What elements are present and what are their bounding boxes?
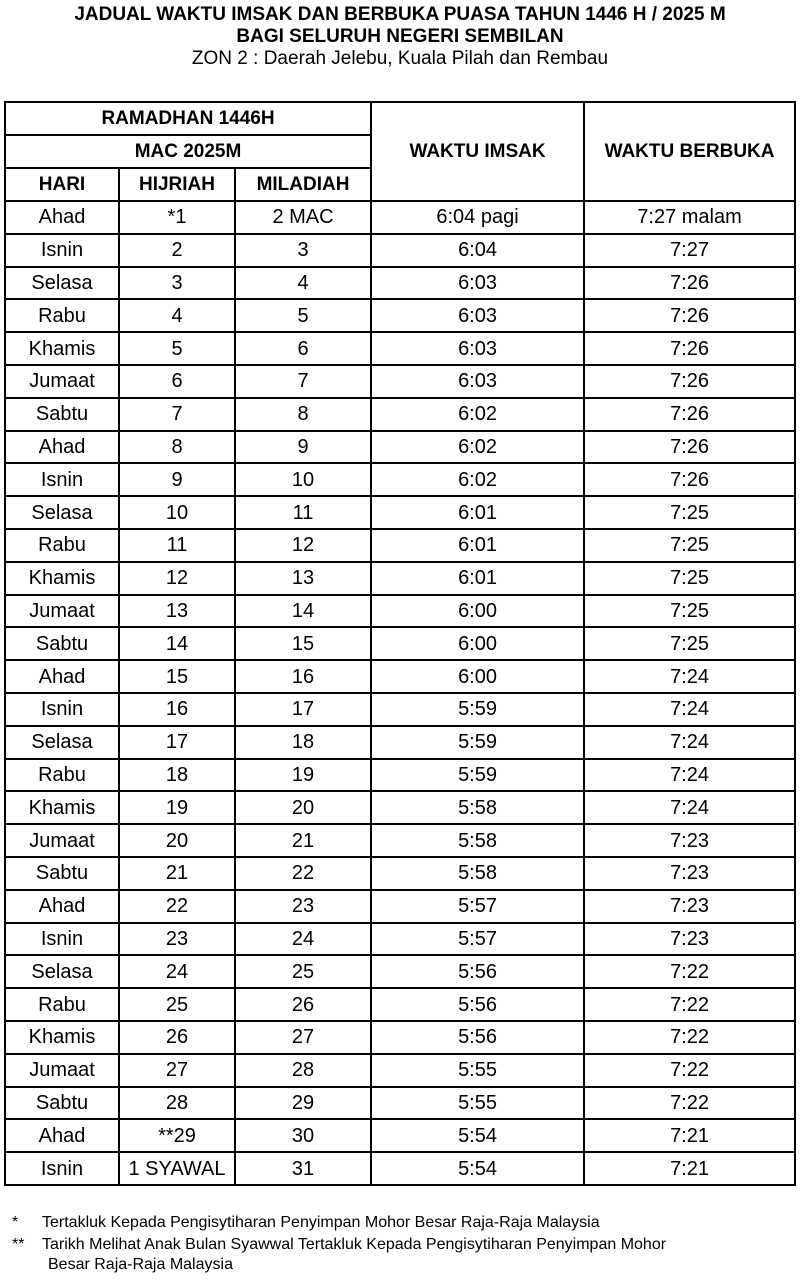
hijriah-cell: 6 bbox=[119, 365, 235, 398]
berbuka-cell: 7:21 bbox=[584, 1152, 795, 1185]
imsak-cell: 5:56 bbox=[371, 955, 584, 988]
berbuka-cell: 7:23 bbox=[584, 857, 795, 890]
hari-cell: Rabu bbox=[5, 299, 119, 332]
berbuka-cell: 7:26 bbox=[584, 463, 795, 496]
hijriah-cell: 8 bbox=[119, 431, 235, 464]
imsak-cell: 6:03 bbox=[371, 332, 584, 365]
table-row bbox=[5, 562, 795, 595]
hijriah-cell: 5 bbox=[119, 332, 235, 365]
hijriah-cell: 25 bbox=[119, 988, 235, 1021]
miladiah-header: MILADIAH bbox=[235, 168, 371, 201]
berbuka-cell: 7:26 bbox=[584, 267, 795, 300]
table-row bbox=[5, 824, 795, 857]
table-row bbox=[5, 365, 795, 398]
imsak-cell: 6:00 bbox=[371, 660, 584, 693]
hijriah-cell: 11 bbox=[119, 529, 235, 562]
miladiah-cell: 19 bbox=[235, 759, 371, 792]
hari-cell: Ahad bbox=[5, 1119, 119, 1152]
hijriah-cell: 3 bbox=[119, 267, 235, 300]
hari-cell: Selasa bbox=[5, 496, 119, 529]
imsak-cell: 6:01 bbox=[371, 529, 584, 562]
berbuka-cell: 7:22 bbox=[584, 1021, 795, 1054]
hijriah-cell: 22 bbox=[119, 890, 235, 923]
imsak-cell: 6:04 pagi bbox=[371, 201, 584, 234]
imsak-cell: 6:04 bbox=[371, 234, 584, 267]
hari-cell: Isnin bbox=[5, 234, 119, 267]
table-row bbox=[5, 299, 795, 332]
footnote-mark: * bbox=[12, 1214, 19, 1231]
hari-cell: Isnin bbox=[5, 1152, 119, 1185]
miladiah-cell: 11 bbox=[235, 496, 371, 529]
miladiah-cell: 13 bbox=[235, 562, 371, 595]
hari-cell: Khamis bbox=[5, 562, 119, 595]
table-row bbox=[5, 923, 795, 956]
hari-cell: Sabtu bbox=[5, 1087, 119, 1120]
hijriah-cell: 26 bbox=[119, 1021, 235, 1054]
month-header: MAC 2025M bbox=[5, 135, 371, 168]
hijriah-cell: **29 bbox=[119, 1119, 235, 1152]
hari-cell: Ahad bbox=[5, 660, 119, 693]
footnotes bbox=[12, 1213, 792, 1275]
hari-header: HARI bbox=[5, 168, 119, 201]
berbuka-cell: 7:25 bbox=[584, 627, 795, 660]
hari-cell: Sabtu bbox=[5, 857, 119, 890]
hijriah-cell: 15 bbox=[119, 660, 235, 693]
table-row bbox=[5, 857, 795, 890]
imsak-cell: 6:03 bbox=[371, 299, 584, 332]
berbuka-cell: 7:24 bbox=[584, 726, 795, 759]
berbuka-cell: 7:26 bbox=[584, 398, 795, 431]
miladiah-cell: 6 bbox=[235, 332, 371, 365]
hijriah-cell: 4 bbox=[119, 299, 235, 332]
table-row bbox=[5, 955, 795, 988]
hari-cell: Ahad bbox=[5, 201, 119, 234]
hari-cell: Sabtu bbox=[5, 627, 119, 660]
hijriah-cell: *1 bbox=[119, 201, 235, 234]
hijriah-cell: 2 bbox=[119, 234, 235, 267]
imsak-cell: 5:55 bbox=[371, 1054, 584, 1087]
table-row bbox=[5, 595, 795, 628]
footnote-text: Tarikh Melihat Anak Bulan Syawwal Tertakluk Kepada Pengisytiharan Penyimpan Mohor bbox=[42, 1236, 667, 1253]
imsak-cell: 6:03 bbox=[371, 365, 584, 398]
hari-cell: Jumaat bbox=[5, 365, 119, 398]
berbuka-cell: 7:24 bbox=[584, 693, 795, 726]
document-header bbox=[0, 4, 800, 70]
imsak-cell: 6:03 bbox=[371, 267, 584, 300]
hijriah-cell: 1 SYAWAL bbox=[119, 1152, 235, 1185]
table-row bbox=[5, 759, 795, 792]
miladiah-cell: 22 bbox=[235, 857, 371, 890]
berbuka-cell: 7:22 bbox=[584, 955, 795, 988]
hari-cell: Sabtu bbox=[5, 398, 119, 431]
hijriah-cell: 18 bbox=[119, 759, 235, 792]
imsak-cell: 5:58 bbox=[371, 824, 584, 857]
imsak-cell: 6:01 bbox=[371, 496, 584, 529]
miladiah-cell: 16 bbox=[235, 660, 371, 693]
berbuka-cell: 7:27 bbox=[584, 234, 795, 267]
hijriah-cell: 10 bbox=[119, 496, 235, 529]
berbuka-cell: 7:24 bbox=[584, 660, 795, 693]
hijriah-header: HIJRIAH bbox=[119, 168, 235, 201]
table-row bbox=[5, 529, 795, 562]
hari-cell: Selasa bbox=[5, 726, 119, 759]
ramadhan-header: RAMADHAN 1446H bbox=[5, 102, 371, 135]
berbuka-cell: 7:26 bbox=[584, 431, 795, 464]
imsak-cell: 5:59 bbox=[371, 693, 584, 726]
imsak-cell: 5:54 bbox=[371, 1119, 584, 1152]
schedule-table bbox=[4, 101, 796, 1186]
imsak-cell: 6:01 bbox=[371, 562, 584, 595]
table-row bbox=[5, 1152, 795, 1185]
miladiah-cell: 23 bbox=[235, 890, 371, 923]
berbuka-cell: 7:22 bbox=[584, 1087, 795, 1120]
hijriah-cell: 7 bbox=[119, 398, 235, 431]
miladiah-cell: 3 bbox=[235, 234, 371, 267]
table-row bbox=[5, 496, 795, 529]
berbuka-header: WAKTU BERBUKA bbox=[584, 102, 795, 201]
berbuka-cell: 7:23 bbox=[584, 923, 795, 956]
berbuka-cell: 7:23 bbox=[584, 824, 795, 857]
hari-cell: Khamis bbox=[5, 791, 119, 824]
miladiah-cell: 30 bbox=[235, 1119, 371, 1152]
miladiah-cell: 15 bbox=[235, 627, 371, 660]
table-row bbox=[5, 201, 795, 234]
imsak-cell: 5:54 bbox=[371, 1152, 584, 1185]
berbuka-cell: 7:26 bbox=[584, 299, 795, 332]
miladiah-cell: 21 bbox=[235, 824, 371, 857]
miladiah-cell: 10 bbox=[235, 463, 371, 496]
hijriah-cell: 9 bbox=[119, 463, 235, 496]
berbuka-cell: 7:21 bbox=[584, 1119, 795, 1152]
miladiah-cell: 9 bbox=[235, 431, 371, 464]
imsak-cell: 5:55 bbox=[371, 1087, 584, 1120]
hari-cell: Jumaat bbox=[5, 824, 119, 857]
hari-cell: Isnin bbox=[5, 923, 119, 956]
table-row bbox=[5, 791, 795, 824]
berbuka-cell: 7:25 bbox=[584, 496, 795, 529]
berbuka-cell: 7:22 bbox=[584, 1054, 795, 1087]
table-row bbox=[5, 660, 795, 693]
imsak-cell: 6:00 bbox=[371, 595, 584, 628]
miladiah-cell: 14 bbox=[235, 595, 371, 628]
imsak-cell: 6:02 bbox=[371, 431, 584, 464]
miladiah-cell: 24 bbox=[235, 923, 371, 956]
hijriah-cell: 24 bbox=[119, 955, 235, 988]
table-row bbox=[5, 234, 795, 267]
miladiah-cell: 7 bbox=[235, 365, 371, 398]
hari-cell: Jumaat bbox=[5, 1054, 119, 1087]
hari-cell: Khamis bbox=[5, 1021, 119, 1054]
table-row bbox=[5, 463, 795, 496]
hijriah-cell: 27 bbox=[119, 1054, 235, 1087]
footnote-2 bbox=[12, 1235, 792, 1255]
imsak-cell: 5:59 bbox=[371, 759, 584, 792]
berbuka-cell: 7:26 bbox=[584, 332, 795, 365]
table-row bbox=[5, 1021, 795, 1054]
hari-cell: Isnin bbox=[5, 693, 119, 726]
footnote-continuation: Besar Raja-Raja Malaysia bbox=[48, 1256, 233, 1273]
hijriah-cell: 21 bbox=[119, 857, 235, 890]
miladiah-cell: 17 bbox=[235, 693, 371, 726]
table-row bbox=[5, 890, 795, 923]
imsak-cell: 5:59 bbox=[371, 726, 584, 759]
hijriah-cell: 20 bbox=[119, 824, 235, 857]
miladiah-cell: 26 bbox=[235, 988, 371, 1021]
hijriah-cell: 14 bbox=[119, 627, 235, 660]
miladiah-cell: 28 bbox=[235, 1054, 371, 1087]
imsak-cell: 5:56 bbox=[371, 988, 584, 1021]
imsak-cell: 6:00 bbox=[371, 627, 584, 660]
table-row bbox=[5, 1119, 795, 1152]
miladiah-cell: 2 MAC bbox=[235, 201, 371, 234]
hijriah-cell: 19 bbox=[119, 791, 235, 824]
miladiah-cell: 27 bbox=[235, 1021, 371, 1054]
imsak-cell: 5:57 bbox=[371, 923, 584, 956]
table-row bbox=[5, 988, 795, 1021]
hari-cell: Isnin bbox=[5, 463, 119, 496]
imsak-cell: 6:02 bbox=[371, 463, 584, 496]
hari-cell: Selasa bbox=[5, 955, 119, 988]
table-row bbox=[5, 398, 795, 431]
hijriah-cell: 12 bbox=[119, 562, 235, 595]
hari-cell: Khamis bbox=[5, 332, 119, 365]
berbuka-cell: 7:23 bbox=[584, 890, 795, 923]
hari-cell: Rabu bbox=[5, 529, 119, 562]
imsak-cell: 5:58 bbox=[371, 857, 584, 890]
table-row bbox=[5, 1054, 795, 1087]
table-row bbox=[5, 1087, 795, 1120]
berbuka-cell: 7:26 bbox=[584, 365, 795, 398]
hari-cell: Jumaat bbox=[5, 595, 119, 628]
footnote-text: Tertakluk Kepada Pengisytiharan Penyimpan Mohor Besar Raja-Raja Malaysia bbox=[42, 1214, 600, 1231]
hijriah-cell: 13 bbox=[119, 595, 235, 628]
hari-cell: Ahad bbox=[5, 431, 119, 464]
imsak-cell: 6:02 bbox=[371, 398, 584, 431]
hari-cell: Rabu bbox=[5, 759, 119, 792]
miladiah-cell: 5 bbox=[235, 299, 371, 332]
footnote-1 bbox=[12, 1213, 792, 1233]
miladiah-cell: 20 bbox=[235, 791, 371, 824]
miladiah-cell: 12 bbox=[235, 529, 371, 562]
table-row bbox=[5, 431, 795, 464]
berbuka-cell: 7:22 bbox=[584, 988, 795, 1021]
miladiah-cell: 8 bbox=[235, 398, 371, 431]
footnote-mark: ** bbox=[12, 1236, 25, 1253]
berbuka-cell: 7:24 bbox=[584, 759, 795, 792]
hijriah-cell: 28 bbox=[119, 1087, 235, 1120]
hari-cell: Ahad bbox=[5, 890, 119, 923]
page-subtitle: BAGI SELURUH NEGERI SEMBILAN bbox=[236, 26, 564, 47]
table-row bbox=[5, 332, 795, 365]
hijriah-cell: 17 bbox=[119, 726, 235, 759]
hijriah-cell: 23 bbox=[119, 923, 235, 956]
miladiah-cell: 18 bbox=[235, 726, 371, 759]
hari-cell: Selasa bbox=[5, 267, 119, 300]
imsak-header: WAKTU IMSAK bbox=[371, 102, 584, 201]
miladiah-cell: 25 bbox=[235, 955, 371, 988]
berbuka-cell: 7:25 bbox=[584, 529, 795, 562]
table-row bbox=[5, 693, 795, 726]
berbuka-cell: 7:25 bbox=[584, 595, 795, 628]
berbuka-cell: 7:25 bbox=[584, 562, 795, 595]
table-row bbox=[5, 627, 795, 660]
berbuka-cell: 7:24 bbox=[584, 791, 795, 824]
table-row bbox=[5, 267, 795, 300]
imsak-cell: 5:58 bbox=[371, 791, 584, 824]
hari-cell: Rabu bbox=[5, 988, 119, 1021]
zone-label: ZON 2 : Daerah Jelebu, Kuala Pilah dan Rembau bbox=[191, 48, 609, 69]
miladiah-cell: 31 bbox=[235, 1152, 371, 1185]
miladiah-cell: 29 bbox=[235, 1087, 371, 1120]
page-title: JADUAL WAKTU IMSAK DAN BERBUKA PUASA TAHUN 1446 H / 2025 M bbox=[74, 4, 726, 25]
imsak-cell: 5:57 bbox=[371, 890, 584, 923]
miladiah-cell: 4 bbox=[235, 267, 371, 300]
table-row bbox=[5, 726, 795, 759]
berbuka-cell: 7:27 malam bbox=[584, 201, 795, 234]
imsak-cell: 5:56 bbox=[371, 1021, 584, 1054]
hijriah-cell: 16 bbox=[119, 693, 235, 726]
